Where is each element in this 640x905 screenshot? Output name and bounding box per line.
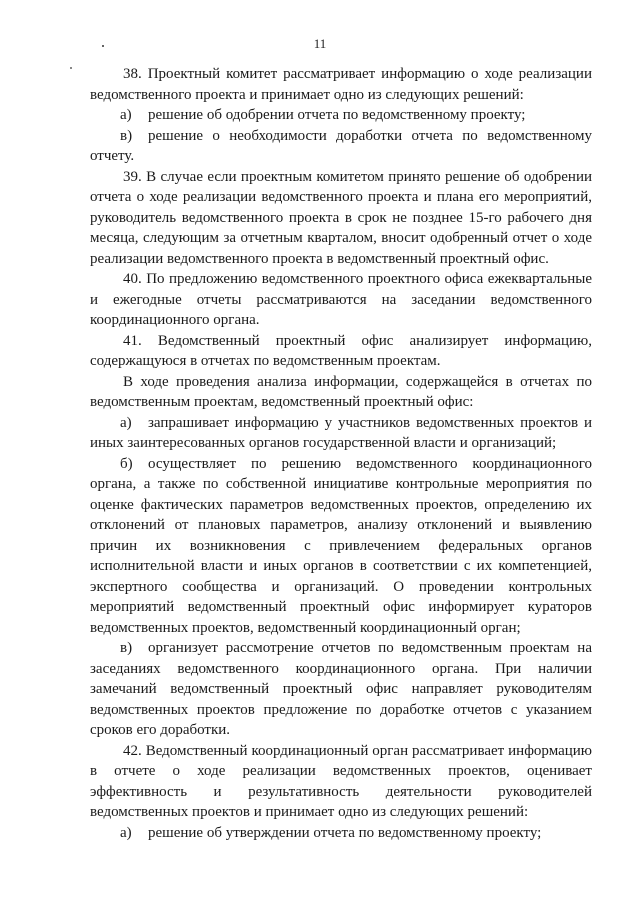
- list-item-text: запрашивает информацию у участников ведомственных проектов и иных заинтересованных органов государственной власти и организаций;: [90, 414, 592, 451]
- paragraph: 42. Ведомственный координационный орган рассматривает информацию в отчете о ходе реализации ведомственных проектов, оценивает эффективность и результативность деятельности руководителей ведомственных проектов и принимает одно из следующих решений:: [90, 742, 592, 820]
- list-item-marker: в): [120, 640, 133, 656]
- list-item-text: осуществляет по решению ведомственного координационного органа, а также по собственной инициативе контрольные мероприятия по оценке фактических параметров ведомственных проектов, определению их отклонений от плановых параметров, анализу отклонений и выявлению причин их возникновения с привлечением федеральных органов исполнительной власти и иных органов в соответствии с их компетенцией, экспертного сообщества и организаций. О проведении контрольных мероприятий ведомственный проектный офис информирует кураторов ведомственных проектов, ведомственный координационный орган;: [90, 455, 592, 636]
- list-item-marker: а): [120, 824, 132, 841]
- list-item-marker: а): [120, 107, 132, 123]
- page-number: 11: [313, 36, 327, 51]
- paragraph: 40. По предложению ведомственного проектного офиса ежеквартальные и ежегодные отчеты рассматриваются на заседании ведомственного координационного органа.: [90, 271, 592, 328]
- list-item: [90, 638, 592, 741]
- list-item-text: решение об одобрении отчета по ведомственному проекту;: [148, 107, 526, 123]
- list-item-marker: в): [120, 127, 133, 144]
- paragraph: 38. Проектный комитет рассматривает информацию о ходе реализации ведомственного проекта и принимает одно из следующих решений:: [90, 66, 592, 103]
- scan-speck: [70, 67, 72, 69]
- paragraph: 39. В случае если проектным комитетом принято решение об одобрении отчета о ходе реализации ведомственного проекта и плана его мероприятий, руководитель ведомственного проекта в срок не позднее 15-го рабочего дня месяца, следующим за отчетным кварталом, вносит одобренный отчет о ходе реализации ведомственного проекта в ведомственный проектный офис.: [90, 168, 592, 267]
- document-body: [90, 64, 592, 843]
- paragraph: В ходе проведения анализа информации, содержащейся в отчетах по ведомственным проектам, ведомственный проектный офис:: [90, 373, 592, 410]
- list-item-marker: а): [120, 414, 132, 431]
- list-item: [90, 454, 592, 639]
- paragraph: 41. Ведомственный проектный офис анализирует информацию, содержащуюся в отчетах по ведомственным проектам.: [90, 332, 592, 369]
- list-item: [90, 105, 592, 126]
- list-item-text: решение об утверждении отчета по ведомственному проекту;: [148, 824, 542, 841]
- list-item: [90, 413, 592, 454]
- list-item-marker: б): [120, 455, 133, 472]
- list-item-text: решение о необходимости доработки отчета по ведомственному отчету.: [90, 127, 592, 164]
- list-item-text: организует рассмотрение отчетов по ведомственным проектам на заседаниях ведомственного координационного органа. При наличии замечаний ведомственный проектный офис направляет руководителям ведомственных проектов предложение по доработке отчетов с указанием сроков его доработки.: [90, 640, 592, 738]
- list-item: [90, 823, 592, 844]
- list-item: [90, 126, 592, 167]
